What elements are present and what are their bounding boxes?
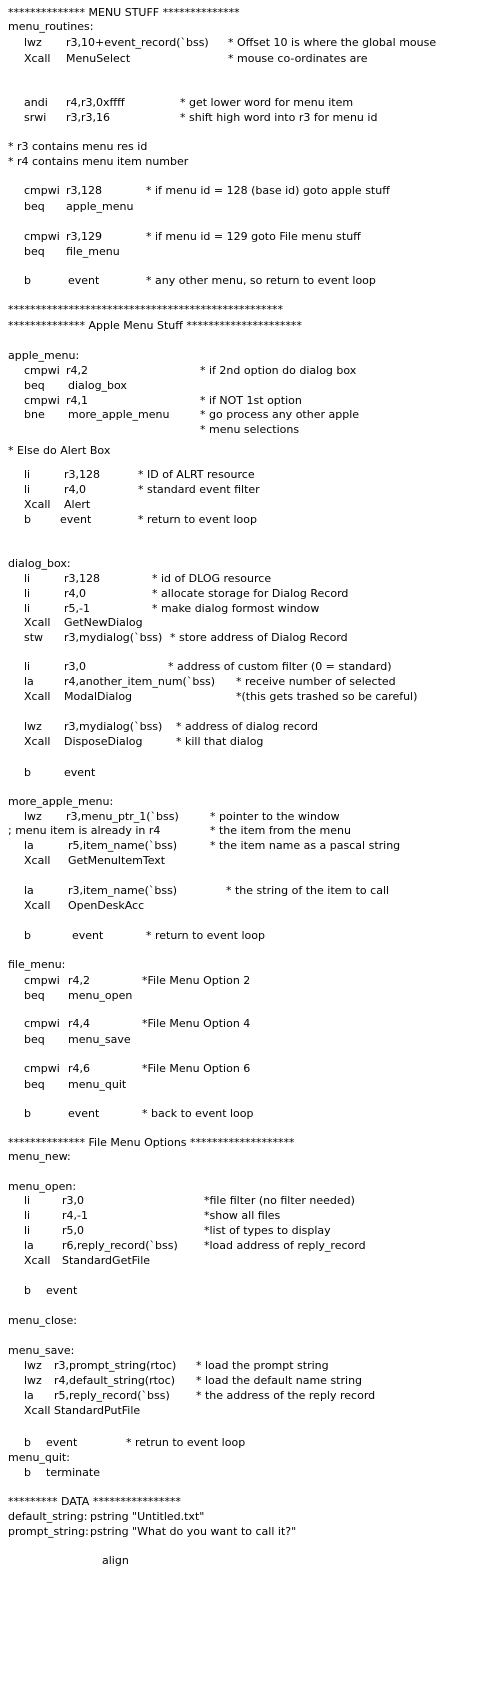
- code-label: b: [24, 929, 31, 942]
- code-comment: * if 2nd option do dialog box: [200, 364, 357, 377]
- code-label: cmpwi: [24, 364, 60, 377]
- code-comment: * the string of the item to call: [226, 884, 390, 897]
- code-comment: * id of DLOG resource: [152, 572, 272, 585]
- code-label: Xcall: [24, 52, 51, 65]
- code-label: * r4 contains menu item number: [8, 155, 189, 168]
- code-comment: * pointer to the window: [210, 810, 340, 823]
- code-label: ************** File Menu Options *******************: [8, 1136, 295, 1149]
- code-operand: MenuSelect: [66, 52, 131, 65]
- code-comment: * the address of the reply record: [196, 1389, 376, 1402]
- code-comment: * retrun to event loop: [126, 1436, 246, 1449]
- code-operand: dialog_box: [68, 379, 127, 392]
- code-comment: * ID of ALRT resource: [138, 468, 255, 481]
- code-comment: * return to event loop: [138, 513, 257, 526]
- code-operand: r3,0: [62, 1194, 85, 1207]
- code-operand: r3,0: [64, 660, 87, 673]
- code-label: li: [24, 660, 31, 673]
- code-label: Xcall: [24, 616, 51, 629]
- code-label: ************** MENU STUFF **************: [8, 6, 240, 19]
- code-label: b: [24, 274, 31, 287]
- code-operand: menu_quit: [68, 1078, 127, 1091]
- code-operand: menu_open: [68, 989, 133, 1002]
- code-operand: r5,0: [62, 1224, 85, 1237]
- code-comment: * allocate storage for Dialog Record: [152, 587, 349, 600]
- code-operand: r5,reply_record(`bss): [54, 1389, 170, 1402]
- code-comment: * if menu id = 129 goto File menu stuff: [146, 230, 361, 243]
- code-label: la: [24, 675, 34, 688]
- code-label: ********* DATA ****************: [8, 1495, 181, 1508]
- code-label: default_string:: [8, 1510, 88, 1523]
- code-operand: r4,default_string(rtoc): [54, 1374, 175, 1387]
- code-label: b: [24, 1436, 31, 1449]
- code-label: andi: [24, 96, 48, 109]
- code-comment: * Offset 10 is where the global mouse: [228, 36, 437, 49]
- code-operand: DisposeDialog: [64, 735, 143, 748]
- code-operand: ModalDialog: [64, 690, 133, 703]
- code-label: Xcall: [24, 899, 51, 912]
- code-operand: event: [68, 274, 100, 287]
- code-label: Xcall: [24, 854, 51, 867]
- code-operand: r3,mydialog(`bss): [64, 720, 163, 733]
- code-label: lwz: [24, 810, 42, 823]
- code-label: menu_new:: [8, 1150, 71, 1163]
- code-label: file_menu:: [8, 958, 66, 971]
- code-label: beq: [24, 1078, 45, 1091]
- code-label: lwz: [24, 1374, 42, 1387]
- code-label: stw: [24, 631, 44, 644]
- code-label: beq: [24, 245, 45, 258]
- code-comment: * go process any other apple: [200, 408, 360, 421]
- code-comment: * kill that dialog: [176, 735, 264, 748]
- code-label: more_apple_menu:: [8, 795, 114, 808]
- code-label: li: [24, 602, 31, 615]
- code-comment: * load the default name string: [196, 1374, 363, 1387]
- code-comment: * if NOT 1st option: [200, 394, 302, 407]
- code-comment: * store address of Dialog Record: [170, 631, 348, 644]
- code-label: Xcall: [24, 1404, 51, 1417]
- code-operand: r4,r3,0xffff: [66, 96, 125, 109]
- code-label: li: [24, 483, 31, 496]
- code-operand: terminate: [46, 1466, 100, 1479]
- code-comment: * mouse co-ordinates are: [228, 52, 368, 65]
- code-label: li: [24, 1194, 31, 1207]
- code-operand: StandardPutFile: [54, 1404, 141, 1417]
- code-operand: r4,4: [68, 1017, 91, 1030]
- code-comment: * shift high word into r3 for menu id: [180, 111, 378, 124]
- code-label: ************** Apple Menu Stuff *********************: [8, 319, 302, 332]
- code-comment: *list of types to display: [204, 1224, 331, 1237]
- code-label: li: [24, 1209, 31, 1222]
- code-comment: * receive number of selected: [236, 675, 396, 688]
- code-operand: r3,r3,16: [66, 111, 111, 124]
- code-label: Xcall: [24, 690, 51, 703]
- code-comment: * get lower word for menu item: [180, 96, 354, 109]
- code-label: li: [24, 1224, 31, 1237]
- code-operand: pstring "Untitled.txt": [90, 1510, 205, 1523]
- code-comment: * the item name as a pascal string: [210, 839, 401, 852]
- code-label: dialog_box:: [8, 557, 71, 570]
- code-comment: *file filter (no filter needed): [204, 1194, 355, 1207]
- code-operand: r3,129: [66, 230, 103, 243]
- code-comment: *File Menu Option 4: [142, 1017, 251, 1030]
- code-label: b: [24, 1107, 31, 1120]
- code-operand: r3,128: [64, 572, 101, 585]
- code-comment: * address of custom filter (0 = standard): [168, 660, 392, 673]
- code-label: bne: [24, 408, 45, 421]
- code-comment: *(this gets trashed so be careful): [236, 690, 418, 703]
- code-operand: OpenDeskAcc: [68, 899, 145, 912]
- code-label: menu_close:: [8, 1314, 77, 1327]
- code-label: * r3 contains menu res id: [8, 140, 148, 153]
- code-operand: r4,another_item_num(`bss): [64, 675, 216, 688]
- code-operand: event: [68, 1107, 100, 1120]
- code-label: cmpwi: [24, 1062, 60, 1075]
- code-label: lwz: [24, 720, 42, 733]
- code-label: li: [24, 468, 31, 481]
- code-label: lwz: [24, 1359, 42, 1372]
- code-label: beq: [24, 1033, 45, 1046]
- code-label: beq: [24, 379, 45, 392]
- code-operand: GetMenuItemText: [68, 854, 166, 867]
- code-operand: r3,10+event_record(`bss): [66, 36, 209, 49]
- code-label: menu_quit:: [8, 1451, 70, 1464]
- code-comment: *show all files: [204, 1209, 281, 1222]
- code-label: li: [24, 587, 31, 600]
- code-label: menu_open:: [8, 1180, 77, 1193]
- code-operand: r3,128: [66, 184, 103, 197]
- code-operand: r4,6: [68, 1062, 91, 1075]
- code-operand: file_menu: [66, 245, 120, 258]
- code-comment: *File Menu Option 6: [142, 1062, 251, 1075]
- code-operand: r3,128: [64, 468, 101, 481]
- code-operand: event: [46, 1436, 78, 1449]
- code-operand: r3,menu_ptr_1(`bss): [66, 810, 179, 823]
- code-operand: r5,-1: [64, 602, 90, 615]
- code-operand: pstring "What do you want to call it?": [90, 1525, 297, 1538]
- code-label: b: [24, 1284, 31, 1297]
- code-operand: r4,-1: [62, 1209, 88, 1222]
- code-label: Xcall: [24, 498, 51, 511]
- code-comment: * if menu id = 128 (base id) goto apple stuff: [146, 184, 390, 197]
- code-comment: * load the prompt string: [196, 1359, 329, 1372]
- code-operand: r4,2: [66, 364, 89, 377]
- code-label: la: [24, 1239, 34, 1252]
- code-operand: event: [64, 766, 96, 779]
- code-label: beq: [24, 989, 45, 1002]
- code-comment: * address of dialog record: [176, 720, 318, 733]
- code-operand: r4,2: [68, 974, 91, 987]
- code-label: apple_menu:: [8, 349, 80, 362]
- code-label: ; menu item is already in r4: [8, 824, 161, 837]
- code-label: la: [24, 839, 34, 852]
- code-operand: Alert: [64, 498, 91, 511]
- code-operand: r3,item_name(`bss): [68, 884, 178, 897]
- code-operand: GetNewDialog: [64, 616, 143, 629]
- code-operand: align: [102, 1554, 129, 1567]
- code-label: menu_routines:: [8, 20, 94, 33]
- code-label: Xcall: [24, 1254, 51, 1267]
- code-operand: r4,1: [66, 394, 89, 407]
- code-label: beq: [24, 200, 45, 213]
- code-operand: more_apple_menu: [68, 408, 170, 421]
- code-label: **************************************************: [8, 303, 283, 316]
- code-comment: *File Menu Option 2: [142, 974, 251, 987]
- code-operand: r5,item_name(`bss): [68, 839, 178, 852]
- code-label: cmpwi: [24, 184, 60, 197]
- code-comment: * return to event loop: [146, 929, 265, 942]
- code-label: li: [24, 572, 31, 585]
- code-label: cmpwi: [24, 974, 60, 987]
- code-label: cmpwi: [24, 1017, 60, 1030]
- code-label: b: [24, 513, 31, 526]
- code-operand: r4,0: [64, 483, 87, 496]
- code-comment: * back to event loop: [142, 1107, 254, 1120]
- code-label: Xcall: [24, 735, 51, 748]
- code-comment: * standard event filter: [138, 483, 260, 496]
- code-label: * Else do Alert Box: [8, 444, 111, 457]
- code-label: lwz: [24, 36, 42, 49]
- code-operand: apple_menu: [66, 200, 134, 213]
- code-label: b: [24, 1466, 31, 1479]
- code-operand: menu_save: [68, 1033, 131, 1046]
- code-comment: *load address of reply_record: [204, 1239, 366, 1252]
- code-label: prompt_string:: [8, 1525, 89, 1538]
- code-operand: r6,reply_record(`bss): [62, 1239, 178, 1252]
- code-operand: StandardGetFile: [62, 1254, 151, 1267]
- code-operand: r3,mydialog(`bss): [64, 631, 163, 644]
- code-label: b: [24, 766, 31, 779]
- code-label: menu_save:: [8, 1344, 75, 1357]
- code-operand: r3,prompt_string(rtoc): [54, 1359, 177, 1372]
- code-comment: * menu selections: [200, 423, 300, 436]
- code-label: cmpwi: [24, 394, 60, 407]
- code-comment: * make dialog formost window: [152, 602, 320, 615]
- code-operand: event: [46, 1284, 78, 1297]
- code-operand: r4,0: [64, 587, 87, 600]
- code-label: la: [24, 1389, 34, 1402]
- code-label: la: [24, 884, 34, 897]
- code-comment: * any other menu, so return to event loop: [146, 274, 376, 287]
- code-operand: event: [72, 929, 104, 942]
- code-operand: event: [60, 513, 92, 526]
- code-label: cmpwi: [24, 230, 60, 243]
- code-comment: * the item from the menu: [210, 824, 351, 837]
- code-label: srwi: [24, 111, 47, 124]
